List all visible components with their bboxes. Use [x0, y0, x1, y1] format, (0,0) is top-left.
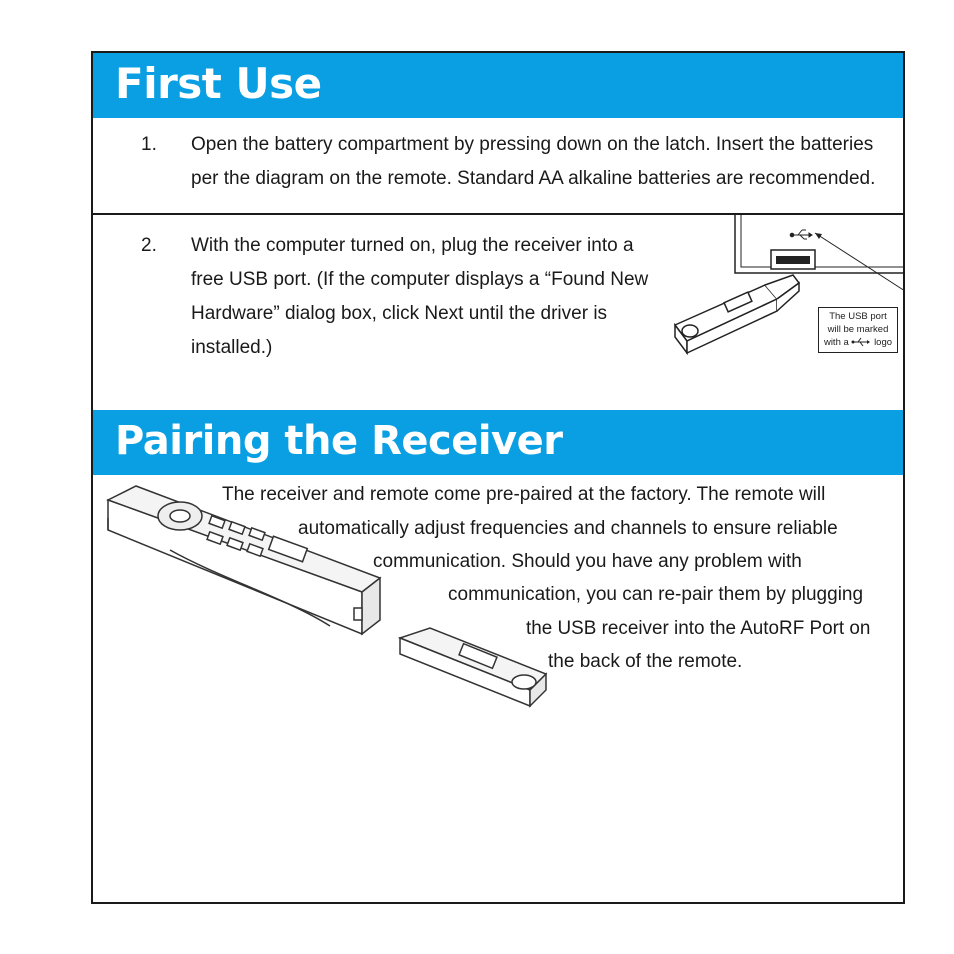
pairing-line: automatically adjust frequencies and channels to ensure reliable [298, 518, 838, 539]
usb-receiver-drawing [400, 628, 546, 706]
pairing-line: the USB receiver into the AutoRF Port on [526, 618, 871, 639]
step-2-line: With the computer turned on, plug the receiver into a [191, 235, 634, 256]
pairing-line: The receiver and remote come pre-paired at the factory. The remote will [222, 484, 826, 505]
first-use-title: First Use [115, 59, 322, 108]
pairing-line: communication, you can re-pair them by plugging [448, 584, 864, 605]
usb-port-callout [818, 307, 898, 353]
step-1-line: per the diagram on the remote. Standard AA alkaline batteries are recommended. [191, 168, 876, 189]
step-1-number: 1. [141, 134, 157, 155]
step-2-line: Hardware” dialog box, click Next until the driver is [191, 303, 608, 324]
step-2-line: installed.) [191, 337, 273, 358]
step-2-line: free USB port. (If the computer displays a “Found New [191, 269, 649, 290]
step-1-line: Open the battery compartment by pressing down on the latch. Insert the batteries [191, 134, 874, 155]
usb-logo-icon [790, 230, 812, 239]
pairing-title: Pairing the Receiver [115, 418, 563, 464]
callout-line: The USB port [829, 311, 887, 322]
step-2-number: 2. [141, 235, 157, 256]
pairing-line: communication. Should you have any problem with [373, 551, 802, 572]
step-1-text [191, 128, 875, 196]
usb-logo-icon [851, 337, 871, 347]
pairing-line: the back of the remote. [548, 651, 743, 672]
callout-line: will be marked [827, 324, 889, 335]
pairing-banner [93, 410, 903, 475]
usb-receiver-drawing [675, 275, 799, 353]
step-2-text [191, 229, 648, 365]
first-use-banner [93, 53, 903, 118]
callout-line: with a logo [823, 337, 893, 348]
